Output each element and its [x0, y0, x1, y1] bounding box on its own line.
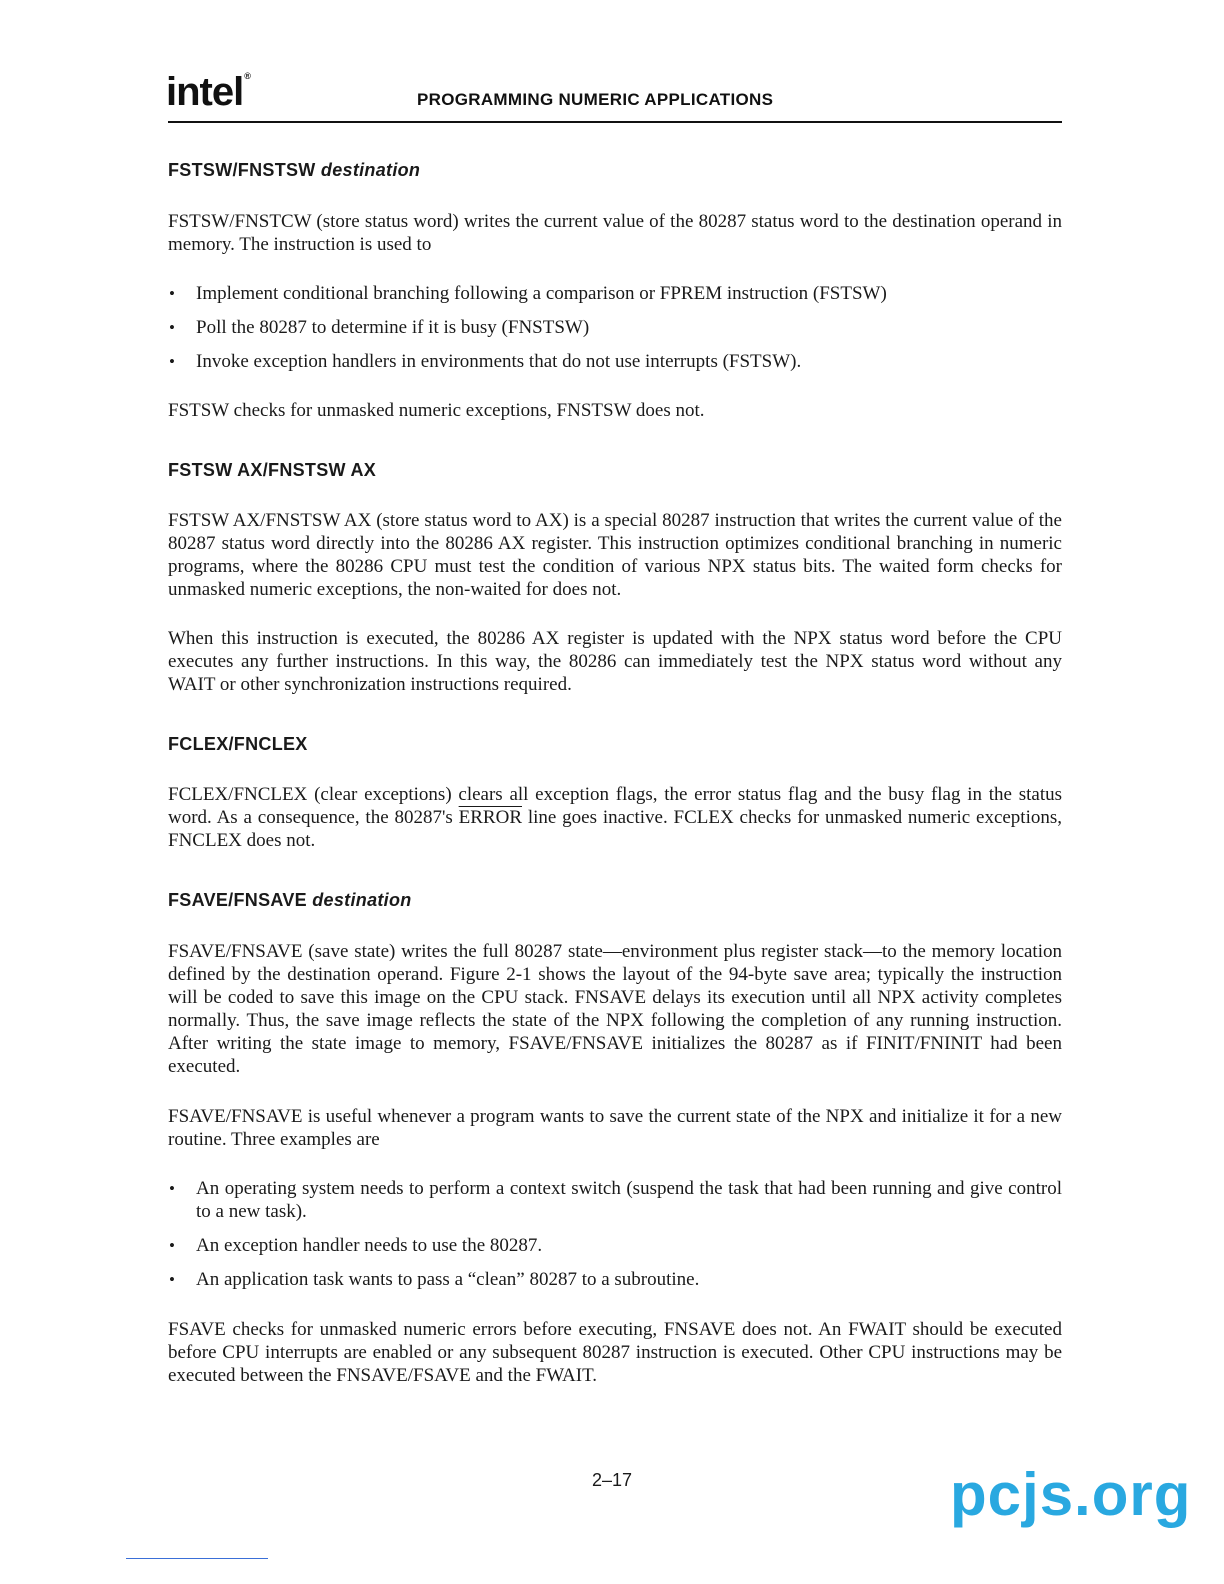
intel-logo	[166, 72, 250, 112]
pcjs-watermark: pcjs.org	[950, 1461, 1192, 1528]
paragraph-fstsw-ax-1: FSTSW AX/FNSTSW AX (store status word to AX) is a special 80287 instruction that writes the current value of the 80287 status word directly into the 80286 AX register. This instruction optimizes conditional branching in numeric programs, where the 80286 CPU must test the condition of various NPX status bits. The waited form checks for unmasked numeric exceptions, the non-waited for does not.	[168, 510, 1062, 600]
paragraph-fstsw-ax-2: When this instruction is executed, the 80286 AX register is updated with the NPX status word before the CPU executes any further instructions. In this way, the 80286 can immediately test the NPX status word without any WAIT or other synchronization instructions required.	[168, 628, 1062, 695]
list-item: • An application task wants to pass a “clean” 80287 to a subroutine.	[168, 1268, 1062, 1291]
list-fstsw-uses	[168, 282, 1062, 373]
header-rule	[168, 121, 1062, 123]
section-heading-fstsw: FSTSW/FNSTSW destination	[168, 160, 421, 180]
intel-logo-text: intel	[166, 70, 244, 114]
list-item: • Invoke exception handlers in environments that do not use interrupts (FSTSW).	[168, 350, 1062, 373]
paragraph-fclex: FCLEX/FNCLEX (clear exceptions) clears all exception flags, the error status flag and the busy flag in the status word. As a consequence, the 80287's ERROR line goes inactive. FCLEX checks for unmasked numeric exceptions, FNCLEX does not.	[168, 784, 1063, 851]
error-signal-name: ERROR	[458, 807, 522, 828]
paragraph-fstsw-closing: FSTSW checks for unmasked numeric exceptions, FNSTSW does not.	[168, 400, 705, 421]
registered-mark: ®	[244, 71, 250, 81]
list-item: • Implement conditional branching following a comparison or FPREM instruction (FSTSW)	[168, 282, 1062, 305]
section-heading-fstsw-ax: FSTSW AX/FNSTSW AX	[168, 460, 377, 480]
footer-line	[126, 1558, 268, 1559]
list-fsave-examples	[168, 1177, 1062, 1291]
header-title: PROGRAMMING NUMERIC APPLICATIONS	[417, 90, 774, 109]
list-item: • An operating system needs to perform a context switch (suspend the task that had been running and give control to a new task).	[168, 1177, 1062, 1223]
section-heading-fsave: FSAVE/FNSAVE destination	[168, 890, 412, 910]
page-number: 2–17	[592, 1470, 633, 1490]
list-item: • Poll the 80287 to determine if it is busy (FNSTSW)	[168, 316, 1062, 339]
paragraph-fsave-2: FSAVE/FNSAVE is useful whenever a program wants to save the current state of the NPX and initialize it for a new routine. Three examples are	[168, 1106, 1062, 1150]
paragraph-fstsw-intro: FSTSW/FNSTCW (store status word) writes the current value of the 80287 status word to the destination operand in memory. The instruction is used to	[168, 211, 1062, 255]
list-item: • An exception handler needs to use the 80287.	[168, 1234, 1062, 1257]
page-content	[168, 160, 1062, 1387]
section-heading-fclex: FCLEX/FNCLEX	[168, 734, 308, 754]
paragraph-fsave-1: FSAVE/FNSAVE (save state) writes the full 80287 state—environment plus register stack—to the memory location defined by the destination operand. Figure 2-1 shows the layout of the 94-byte save area; typically the instruction will be coded to save this image on the CPU stack. FNSAVE delays its execution until all NPX activity completes normally. Thus, the save image reflects the state of the NPX following the completion of any running instruction. After writing the state image to memory, FSAVE/FNSAVE initializes the 80287 as if FINIT/FNINIT had been executed.	[168, 941, 1062, 1077]
paragraph-fsave-3: FSAVE checks for unmasked numeric errors before executing, FNSAVE does not. An FWAIT should be executed before CPU interrupts are enabled or any subsequent 80287 instruction is executed. Other CPU instructions may be executed between the FNSAVE/FSAVE and the FWAIT.	[168, 1319, 1062, 1386]
